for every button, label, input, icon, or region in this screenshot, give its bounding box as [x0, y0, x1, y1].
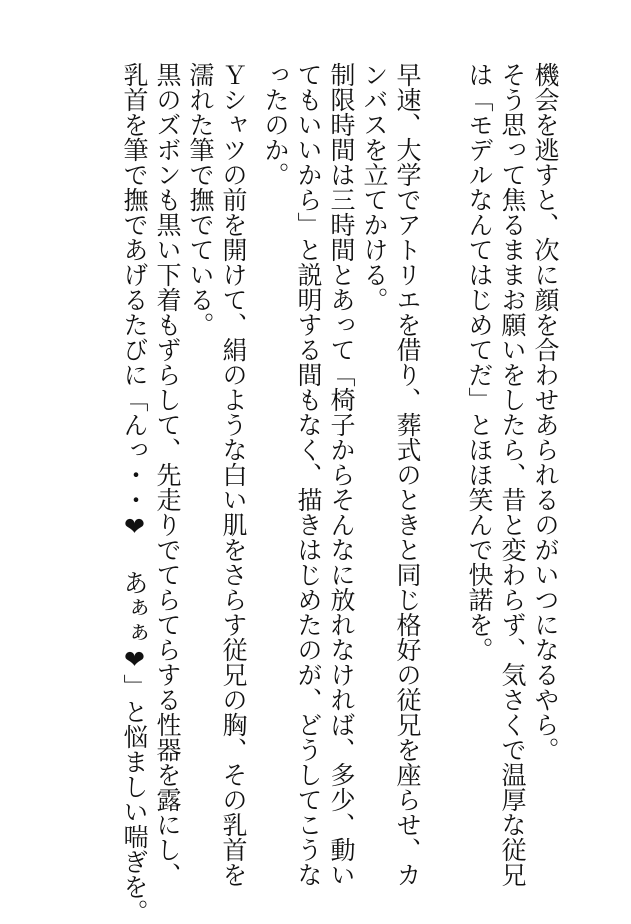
text-line-11: 黒のズボンも黒い下着もずらして、先走りでてらてらする性器を露にし、 — [153, 62, 182, 887]
text-line-7: てもいいから」と説明する間もなく、描きはじめたのが、どうしてこうな — [294, 62, 323, 887]
text-line-10: 濡れた筆で撫でている。 — [186, 62, 215, 337]
text-line-3: は「モデルなんてはじめてだ」とほほ笑んで快諾を。 — [465, 62, 494, 662]
text-line-2: そう思って焦るままお願いをしたら、昔と変わらず、気さくで温厚な従兄 — [498, 62, 527, 887]
text-line-4: 早速、大学でアトリエを借り、葬式のときと同じ格好の従兄を座らせ、カ — [393, 62, 422, 887]
text-line-9: Ｙシャツの前を開けて、絹のような白い肌をさらす従兄の胸、その乳首を — [219, 62, 248, 887]
text-line-6: 制限時間は三時間とあって「椅子からそんなに放れなければ、多少、動い — [327, 62, 356, 887]
text-line-5: ンバスを立てかける。 — [360, 62, 389, 312]
text-line-8: ったのか。 — [261, 62, 290, 187]
text-line-12: 乳首を筆で撫であげるたびに「んっ・・❤ あぁぁ❤」と悩ましい喘ぎを。 — [120, 62, 149, 924]
text-line-1: 機会を逃すと、次に顔を合わせあられるのがいつになるやら。 — [531, 62, 560, 762]
